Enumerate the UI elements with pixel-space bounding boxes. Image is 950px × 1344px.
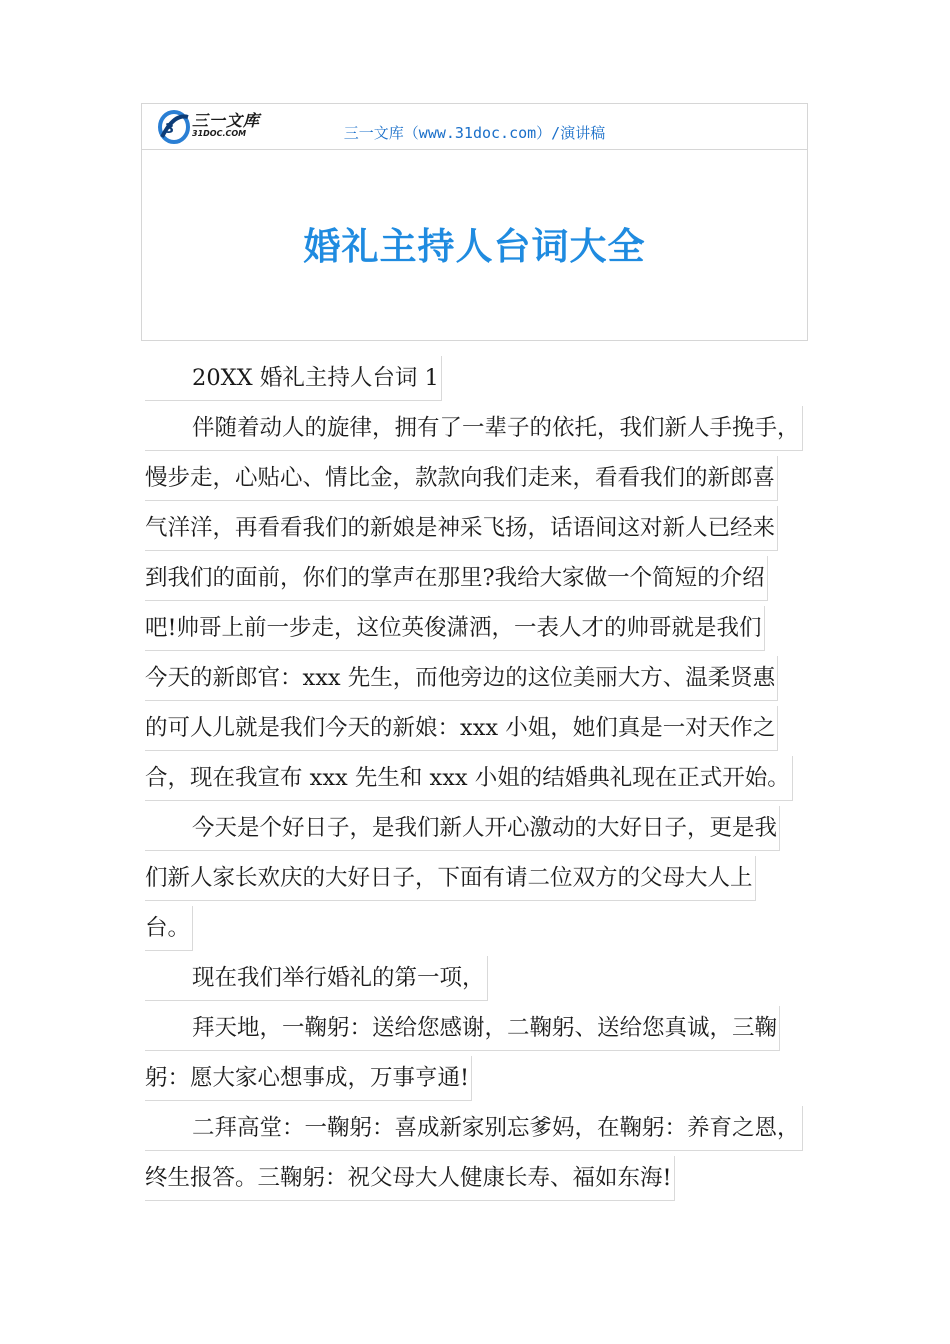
- svg-text:3: 3: [165, 122, 175, 137]
- text-line: 台。: [145, 906, 193, 951]
- logo-text: 三一文库: [192, 111, 261, 130]
- text-line: 气洋洋，再看看我们的新娘是神采飞扬，话语间这对新人已经来: [145, 506, 778, 551]
- text-line: 拜天地，一鞠躬：送给您感谢，二鞠躬、送给您真诚，三鞠: [145, 1006, 780, 1051]
- text-line: 终生报答。三鞠躬：祝父母大人健康长寿、福如东海!: [145, 1156, 675, 1201]
- text-line: 慢步走，心贴心、情比金，款款向我们走来，看看我们的新郎喜: [145, 456, 778, 501]
- text-line: 躬：愿大家心想事成，万事亨通!: [145, 1056, 472, 1101]
- text-line: 二拜高堂：一鞠躬：喜成新家别忘爹妈，在鞠躬：养育之恩，: [145, 1106, 803, 1151]
- header-divider: [142, 149, 807, 150]
- text-line: 伴随着动人的旋律，拥有了一辈子的依托，我们新人手挽手，: [145, 406, 803, 451]
- text-line: 到我们的面前，你们的掌声在那里?我给大家做一个简短的介绍: [145, 556, 768, 601]
- text-line: 现在我们举行婚礼的第一项，: [145, 956, 488, 1001]
- text-line: 今天的新郎官：xxx 先生，而他旁边的这位美丽大方、温柔贤惠: [145, 656, 778, 701]
- paragraph-heading: 20XX 婚礼主持人台词 1: [145, 356, 442, 401]
- text-line: 们新人家长欢庆的大好日子，下面有请二位双方的父母大人上: [145, 856, 756, 901]
- text-line: 今天是个好日子，是我们新人开心激动的大好日子，更是我: [145, 806, 780, 851]
- header-caption: 三一文库（www.31doc.com）/演讲稿: [343, 124, 606, 142]
- text-line: 吧!帅哥上前一步走，这位英俊潇洒，一表人才的帅哥就是我们: [145, 606, 765, 651]
- document-title: 婚礼主持人台词大全: [303, 225, 646, 268]
- text-line: 的可人儿就是我们今天的新娘：xxx 小姐，她们真是一对天作之: [145, 706, 778, 751]
- logo-subtext: 31DOC.COM: [192, 129, 247, 138]
- document-header: [141, 103, 808, 341]
- text-line: 合，现在我宣布 xxx 先生和 xxx 小姐的结婚典礼现在正式开始。: [145, 756, 793, 801]
